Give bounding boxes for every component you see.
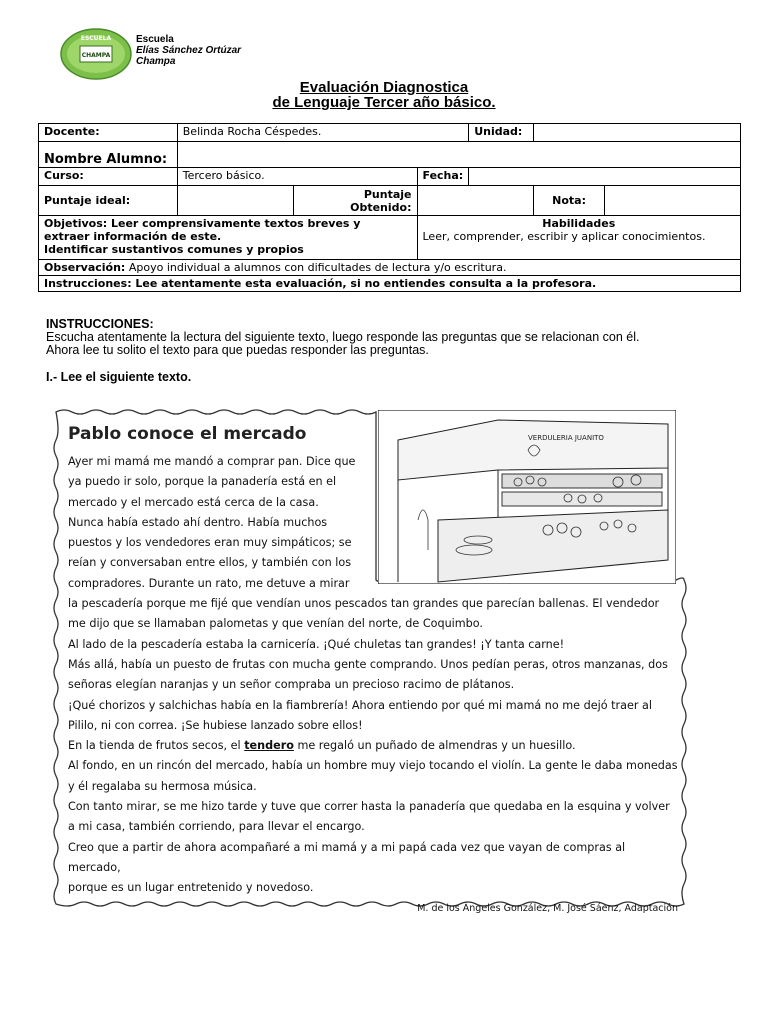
story-line: reían y conversaban entre ellos, y también con los xyxy=(68,556,352,570)
school-name-line1: Elías Sánchez Ortúzar xyxy=(136,45,242,56)
story-narrow-block xyxy=(68,452,368,594)
tendero-before: En la tienda de frutos secos, el xyxy=(68,739,245,753)
story-line: mercado y el mercado está cerca de la casa. xyxy=(68,495,319,509)
objetivos-line1: Objetivos: Leer comprensivamente textos breves y xyxy=(44,217,361,230)
puntaje-obtenido-label: Puntaje Obtenido: xyxy=(294,186,417,216)
observacion-cell xyxy=(39,260,741,276)
story-line: Con tanto mirar, se me hizo tarde y tuve que correr hasta la panadería que quedaba en la esquina y volver xyxy=(68,800,670,814)
svg-text:ESCUELA: ESCUELA xyxy=(80,35,112,42)
story-line: ¡Qué chorizos y salchichas había en la fiambrería! Ahora entiendo por qué mi mamá no me dejó traer al xyxy=(68,698,652,712)
school-label: Escuela xyxy=(136,34,174,45)
tendero-word: tendero xyxy=(244,739,294,753)
story-line: Pililo, ni con correa. ¡Se hubiese lanzado sobre ellos! xyxy=(68,718,363,732)
school-logo xyxy=(60,28,132,80)
student-info-table xyxy=(38,123,741,292)
svg-text:VERDULERIA JUANITO: VERDULERIA JUANITO xyxy=(528,434,604,442)
school-header xyxy=(136,34,241,67)
story-line: Más allá, había un puesto de frutas con mucha gente comprando. Unos pedían peras, otros manzanas, dos xyxy=(68,657,668,671)
objetivos-line2: extraer información de este. xyxy=(44,230,222,243)
story-line: la pescadería porque me fijé que vendían unos pescados tan grandes que parecían ballenas. El vendedor xyxy=(68,597,660,611)
story-line: compradores. Durante un rato, me detuve a mirar xyxy=(68,576,350,590)
nota-label: Nota: xyxy=(534,186,605,216)
objetivos-line3: Identificar sustantivos comunes y propios xyxy=(44,243,304,256)
story-text xyxy=(68,424,678,914)
story-line: porque es un lugar entretenido y novedoso. xyxy=(68,881,314,895)
instructions-heading: INSTRUCCIONES: xyxy=(46,317,154,331)
instructions-line1: Escucha atentamente la lectura del siguiente texto, luego responde las preguntas que se relacionan con él. xyxy=(46,330,640,344)
fecha-field[interactable] xyxy=(469,168,741,186)
story-line: Creo que a partir de ahora acompañaré a mi mamá y a mi papá cada vez que vayan de compras al mercado, xyxy=(68,840,626,874)
story-credit: M. de los Ángeles González, M. José Sáenz, Adaptación xyxy=(417,902,678,914)
story-line: señoras elegían naranjas y un señor compraba un precioso racimo de plátanos. xyxy=(68,678,515,692)
story-title: Pablo conoce el mercado xyxy=(68,424,307,444)
story-line: Al fondo, en un rincón del mercado, había un hombre muy viejo tocando el violín. La gente le daba monedas xyxy=(68,759,678,773)
story-line: Ayer mi mamá me mandó a comprar pan. Dice que xyxy=(68,455,356,468)
nota-field[interactable] xyxy=(605,186,741,216)
puntaje-ideal-label: Puntaje ideal: xyxy=(39,186,178,216)
habilidades-label: Habilidades xyxy=(542,217,616,230)
school-name-line2: Champa xyxy=(136,56,176,67)
story-line: puestos y los vendedores eran muy simpáticos; se xyxy=(68,536,352,550)
docente-value: Belinda Rocha Céspedes. xyxy=(177,124,468,142)
unidad-label: Unidad: xyxy=(469,124,534,142)
instructions-line2: Ahora lee tu solito el texto para que puedas responder las preguntas. xyxy=(46,343,429,357)
story-line: Al lado de la pescadería estaba la carnicería. ¡Qué chuletas tan grandes! ¡Y tanta carne! xyxy=(68,637,565,651)
observacion-label: Observación: xyxy=(44,261,126,274)
title-line2: de Lenguaje Tercer año básico. xyxy=(272,94,496,111)
document-title xyxy=(0,80,768,110)
instrucciones-cell: Instrucciones: Lee atentamente esta evaluación, si no entiendes consulta a la profesora. xyxy=(39,276,741,292)
puntaje-ideal-field[interactable] xyxy=(177,186,293,216)
story-line-tendero xyxy=(68,736,678,756)
habilidades-cell xyxy=(417,216,741,260)
story-line: Nunca había estado ahí dentro. Había muchos xyxy=(68,515,328,529)
fecha-label: Fecha: xyxy=(417,168,469,186)
reading-card xyxy=(50,406,690,914)
curso-value: Tercero básico. xyxy=(177,168,417,186)
story-line: y él regalaba su hermosa música. xyxy=(68,779,257,793)
alumno-label: Nombre Alumno: xyxy=(39,142,178,168)
story-line: ya puedo ir solo, porque la panadería está en el xyxy=(68,475,337,489)
objetivos-cell xyxy=(39,216,418,260)
instructions-block xyxy=(46,318,726,357)
observacion-value: Apoyo individual a alumnos con dificultades de lectura y/o escritura. xyxy=(125,261,507,274)
docente-label: Docente: xyxy=(39,124,178,142)
curso-label: Curso: xyxy=(39,168,178,186)
alumno-field[interactable] xyxy=(177,142,740,168)
story-line: me dijo que se llamaban palometas y que venían del norte, de Coquimbo. xyxy=(68,617,483,631)
svg-text:CHAMPA: CHAMPA xyxy=(81,52,111,59)
title-line1: Evaluación Diagnostica xyxy=(299,79,469,96)
tendero-after: me regaló un puñado de almendras y un huesillo. xyxy=(293,739,576,753)
habilidades-value: Leer, comprender, escribir y aplicar conocimientos. xyxy=(422,230,706,243)
section-heading: I.- Lee el siguiente texto. xyxy=(46,370,192,384)
story-line: a mi casa, también corriendo, para llevar el encargo. xyxy=(68,820,365,834)
unidad-field[interactable] xyxy=(534,124,741,142)
puntaje-obtenido-field[interactable] xyxy=(417,186,534,216)
